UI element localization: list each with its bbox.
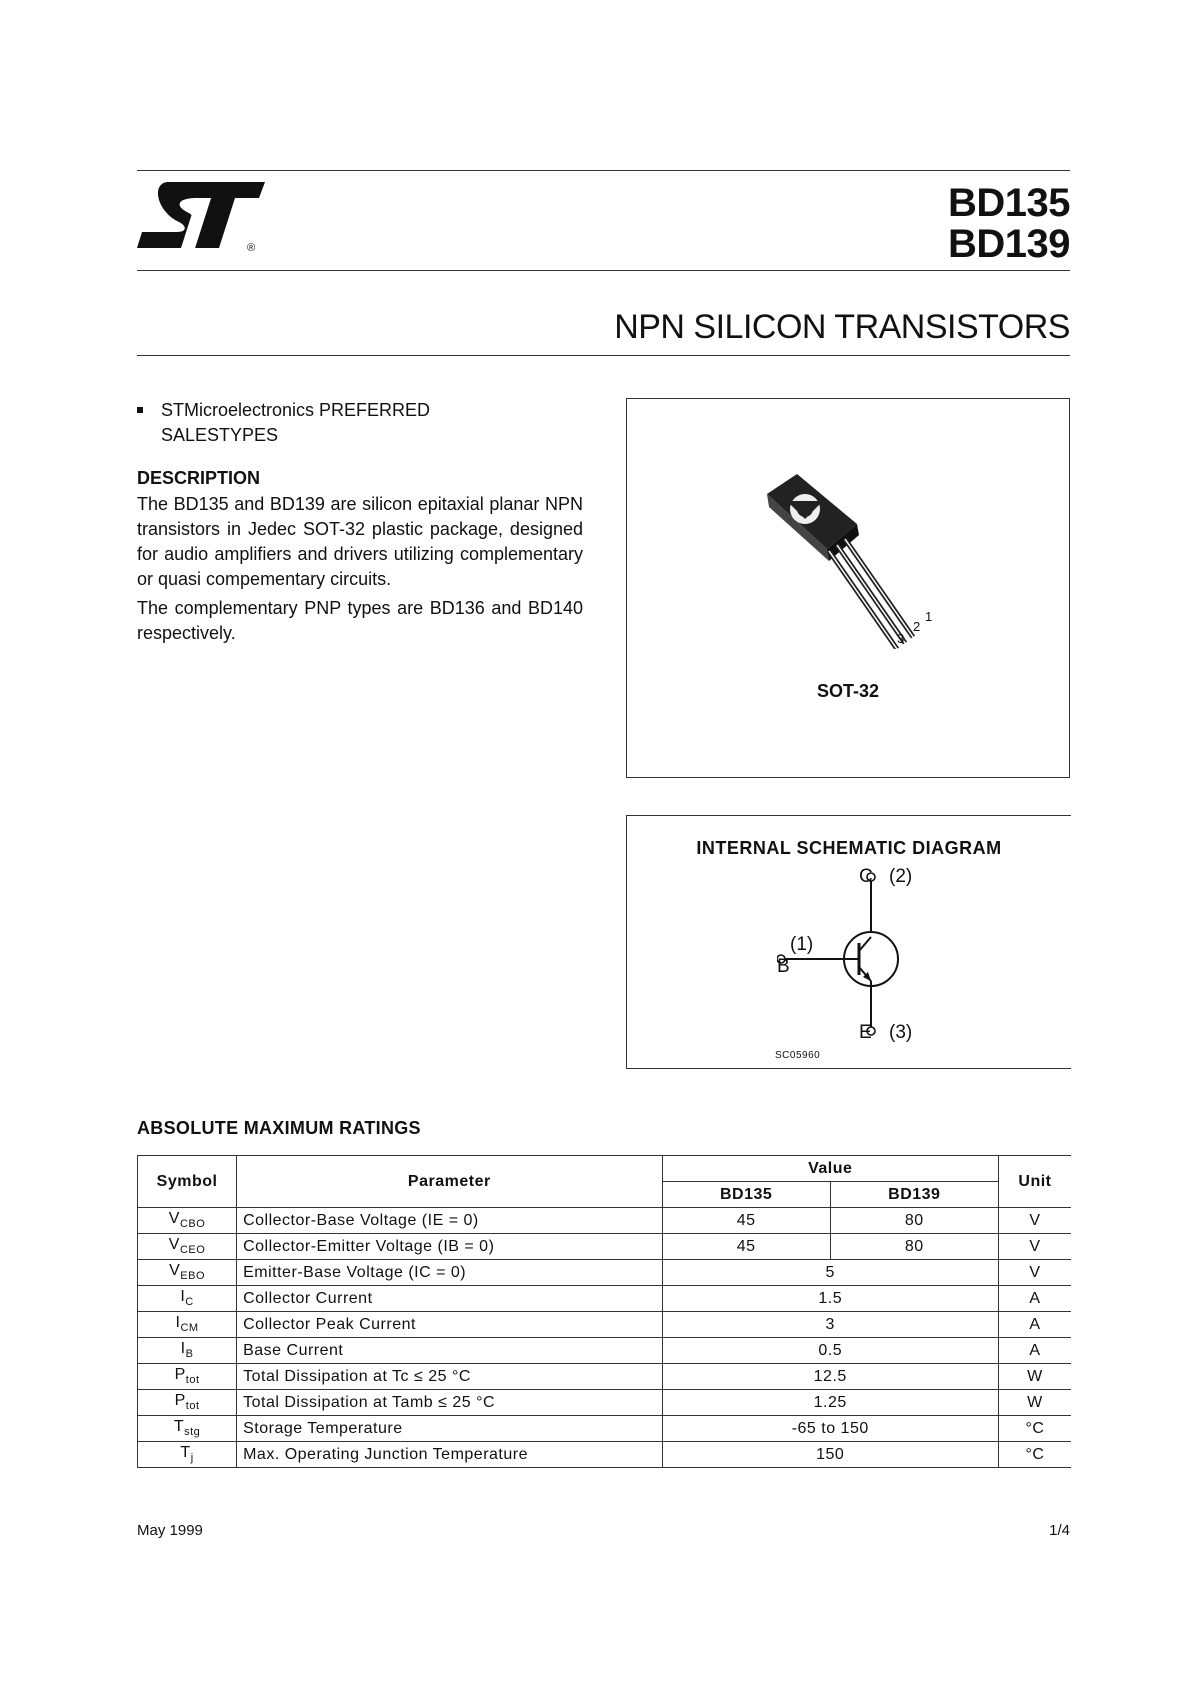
description-heading: DESCRIPTION: [137, 468, 261, 488]
feature-text: STMicroelectronics PREFERRED SALESTYPES: [161, 400, 431, 445]
value-cell: 12.5: [662, 1364, 998, 1390]
symbol-cell: [138, 1286, 237, 1312]
symbol-subscript: tot: [185, 1374, 200, 1387]
bd135-header: BD135: [662, 1182, 830, 1208]
collector-pin: (2): [889, 866, 913, 887]
symbol-subscript: CEO: [179, 1244, 206, 1257]
schematic-title: INTERNAL SCHEMATIC DIAGRAM: [696, 838, 1002, 858]
table-row: [138, 1208, 1072, 1234]
npn-transistor-symbol: [777, 871, 917, 1041]
table-row: [138, 1286, 1072, 1312]
footer-page: 1/4: [1049, 1522, 1070, 1539]
bullet-icon: [137, 407, 143, 413]
symbol-cell: [138, 1260, 237, 1286]
symbol-subscript: EBO: [180, 1270, 205, 1283]
collector-label: C: [859, 866, 873, 887]
st-logo: [137, 180, 267, 260]
table-row: [138, 1390, 1072, 1416]
schematic-box: [626, 815, 1071, 1069]
symbol-letter: P: [174, 1366, 186, 1384]
table-row: [138, 1338, 1072, 1364]
parameter-cell: Collector-Base Voltage (IE = 0): [237, 1208, 662, 1234]
symbol-subscript: B: [185, 1348, 194, 1361]
unit-cell: A: [998, 1286, 1071, 1312]
registered-mark: ®: [247, 242, 256, 254]
symbol-cell: [138, 1338, 237, 1364]
symbol-letter: T: [180, 1444, 191, 1462]
bd139-value-cell: 80: [830, 1208, 998, 1234]
value-cell: 5: [662, 1260, 998, 1286]
symbol-subscript: tot: [185, 1400, 200, 1413]
footer-date: May 1999: [137, 1522, 203, 1539]
feature-list-item: [137, 398, 587, 448]
unit-cell: V: [998, 1234, 1071, 1260]
symbol-subscript: CBO: [179, 1218, 206, 1231]
symbol-letter: T: [173, 1418, 185, 1436]
pin-label-2: 2: [913, 619, 921, 634]
parameter-cell: Collector Peak Current: [237, 1312, 662, 1338]
symbol-letter: I: [180, 1288, 186, 1306]
emitter-label: E: [859, 1022, 872, 1043]
package-image: [757, 469, 937, 649]
table-row: [138, 1364, 1072, 1390]
parameter-cell: Collector-Emitter Voltage (IB = 0): [237, 1234, 662, 1260]
table-row: [138, 1234, 1072, 1260]
value-cell: 3: [662, 1312, 998, 1338]
page-title: NPN SILICON TRANSISTORS: [614, 308, 1070, 346]
parameter-header: Parameter: [237, 1156, 662, 1208]
symbol-subscript: stg: [184, 1426, 201, 1439]
package-label: SOT-32: [816, 681, 880, 701]
parameter-cell: Base Current: [237, 1338, 662, 1364]
symbol-letter: I: [175, 1314, 181, 1332]
parameter-cell: Total Dissipation at Tamb ≤ 25 °C: [237, 1390, 662, 1416]
parameter-cell: Total Dissipation at Tc ≤ 25 °C: [237, 1364, 662, 1390]
unit-cell: W: [998, 1364, 1071, 1390]
value-cell: 0.5: [662, 1338, 998, 1364]
symbol-cell: [138, 1364, 237, 1390]
emitter-pin: (3): [889, 1022, 913, 1043]
unit-cell: A: [998, 1338, 1071, 1364]
bd135-value-cell: 45: [662, 1208, 830, 1234]
value-cell: 150: [662, 1442, 998, 1468]
parameter-cell: Collector Current: [237, 1286, 662, 1312]
pin-label-3: 3: [897, 631, 905, 646]
description-body: [137, 492, 583, 650]
bd139-value-cell: 80: [830, 1234, 998, 1260]
symbol-cell: [138, 1442, 237, 1468]
symbol-cell: [138, 1312, 237, 1338]
bd139-header: BD139: [830, 1182, 998, 1208]
description-paragraph-2: The complementary PNP types are BD136 and BD140 respectively.: [137, 598, 583, 643]
ratings-heading: ABSOLUTE MAXIMUM RATINGS: [137, 1118, 421, 1138]
unit-cell: °C: [998, 1416, 1071, 1442]
symbol-cell: [138, 1208, 237, 1234]
symbol-cell: [138, 1416, 237, 1442]
part-number-2: BD139: [947, 222, 1070, 266]
unit-cell: W: [998, 1390, 1071, 1416]
value-cell: -65 to 150: [662, 1416, 998, 1442]
base-label: B: [777, 956, 790, 977]
unit-cell: V: [998, 1208, 1071, 1234]
package-box: [626, 398, 1070, 778]
subtitle-rule: [137, 355, 1070, 356]
base-pin: (1): [790, 934, 814, 955]
top-rule: [137, 170, 1070, 171]
table-row: [138, 1442, 1072, 1468]
pin-label-1: 1: [925, 609, 933, 624]
value-cell: 1.5: [662, 1286, 998, 1312]
symbol-subscript: CM: [180, 1322, 199, 1335]
description-paragraph-1: The BD135 and BD139 are silicon epitaxial planar NPN transistors in Jedec SOT-32 plastic package, designed for audio amplifiers and drivers utilizing complementary or quasi compementary circuits.: [137, 494, 583, 589]
symbol-letter: V: [169, 1262, 181, 1280]
value-header: Value: [662, 1156, 998, 1182]
symbol-letter: I: [180, 1340, 186, 1358]
value-cell: 1.25: [662, 1390, 998, 1416]
unit-cell: °C: [998, 1442, 1071, 1468]
table-row: [138, 1260, 1072, 1286]
symbol-subscript: C: [185, 1296, 194, 1309]
ratings-table: [137, 1155, 1071, 1468]
table-row: [138, 1312, 1072, 1338]
unit-cell: V: [998, 1260, 1071, 1286]
parameter-cell: Emitter-Base Voltage (IC = 0): [237, 1260, 662, 1286]
part-number-1: BD135: [947, 181, 1070, 225]
header-rule: [137, 270, 1070, 271]
unit-cell: A: [998, 1312, 1071, 1338]
symbol-cell: [138, 1234, 237, 1260]
parameter-cell: Storage Temperature: [237, 1416, 662, 1442]
parameter-cell: Max. Operating Junction Temperature: [237, 1442, 662, 1468]
symbol-letter: V: [168, 1210, 180, 1228]
symbol-letter: P: [174, 1392, 186, 1410]
symbol-subscript: j: [190, 1452, 194, 1465]
bd135-value-cell: 45: [662, 1234, 830, 1260]
symbol-header: Symbol: [138, 1156, 237, 1208]
schematic-code: SC05960: [775, 1050, 821, 1061]
unit-header: Unit: [998, 1156, 1071, 1208]
symbol-letter: V: [168, 1236, 180, 1254]
symbol-cell: [138, 1390, 237, 1416]
table-row: [138, 1416, 1072, 1442]
